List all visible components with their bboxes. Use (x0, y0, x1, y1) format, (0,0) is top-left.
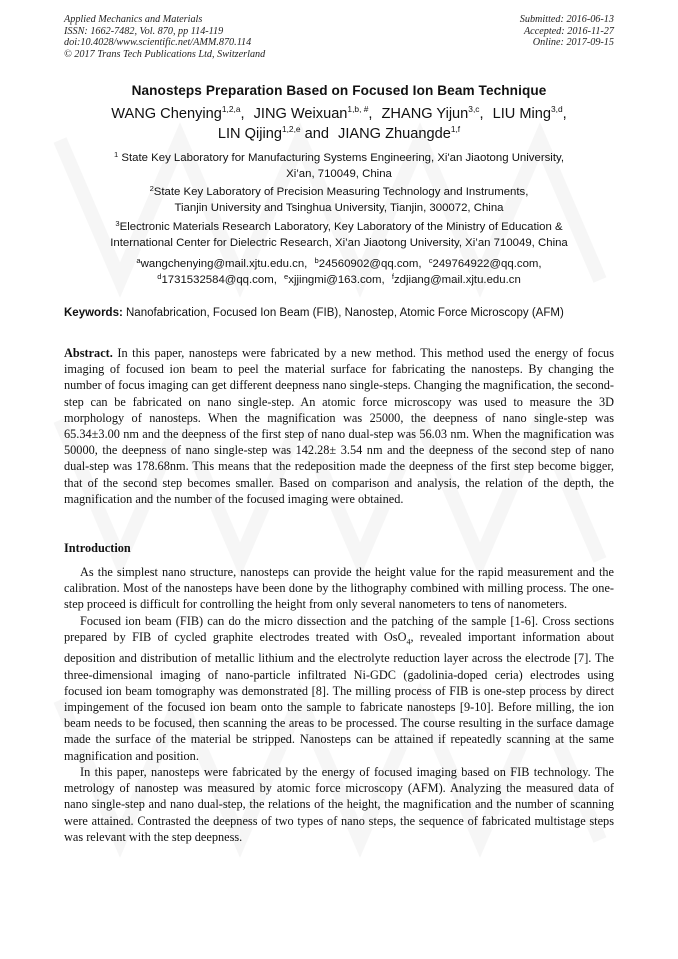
affiliation-3: $^3$Electronic Materials Research Laboratory, Key Laboratory of the Ministry of Education & International Center for Dielectric Research, Xi’an Jiaotong University, Xi’an 710049, China (110, 219, 568, 249)
email-list (60, 256, 618, 288)
paragraph: Focused ion beam (FIB) can do the micro dissection and the patching of the sample [1-6]. Cross sections prepared by FIB of cycled graphite electrodes treated with OsO$_4$, revealed important information about deposition and distribution of metallic lithium and the electrolyte reduction layer across the electrode [7]. The three-dimensional imaging of nano-particle infiltrated Ni-GDC (gadolinia-doped ceria) electrodes using focused ion beam tomography was demonstrated [8]. The milling process of FIB is one-step process by direct impingement of the focused ion beam onto the sample to fabricate nanosteps [9-10]. Before milling, the ion beam needs to be focused, then scanning the areas to be processed. The course resulting in the surface damage made the surface of the material be stripped. Nanosteps can be attained if repeatedly scanning at the same magnification and position. (64, 613, 614, 763)
paragraph: In this paper, nanosteps were fabricated by the energy of focused imaging based on FIB technology. The metrology of nanostep was measured by atomic force microscopy (AFM). Analyzing the measured data of nano single-step and nano dual-step, the relations of the height, the magnification and the number of scanning were attained. Contrasted the deepness of two types of nano steps, the sequence of fabricated multistage steps was relevant with the step deepness. (64, 764, 614, 844)
section-heading-introduction: Introduction (64, 541, 131, 555)
keywords (64, 306, 618, 321)
date-online: Online: 2017-09-15 (532, 37, 614, 49)
keywords-text: Nanofabrication, Focused Ion Beam (FIB), Nanostep, Atomic Force Microscopy (AFM) (122, 307, 564, 319)
author-list (60, 104, 618, 144)
author: WANG Chenying$^{1,2,a}$, (111, 104, 245, 122)
introduction-body (64, 564, 614, 845)
email-link[interactable]: $^c$249764922@qq.com, (428, 256, 542, 270)
abstract-text: In this paper, nanosteps were fabricated by a new method. This method used the energy of focus imaging of focused ion beam to peel the material surface for fabricating the nanosteps. By changing the number of focus imaging can get different deepness nano single-steps. Changing the magnification, the second-step can be fabricated on nano single-step. An atomic force microscopy was used to measure the 3D morphology of nanosteps. When the magnification was 25000, the deepness of nano single-step was 65.34±3.00 nm and the deepness of the first step of nano dual-step was 56.03 nm. When the magnification was 50000, the deepness of nano single-step was 142.28± 3.54 nm and the deepness of the second step of nano dual-step was 178.68nm. This means that the redeposition made the deepness of the first step become bigger, that of the second step becomes smaller. Based on comparison and analysis, the relation of the depth, the magnification and the number of the focused imaging were obtained. (64, 346, 614, 506)
publication-dates (520, 14, 614, 49)
journal-name: Applied Mechanics and Materials (64, 14, 203, 25)
email-link[interactable]: $^e$xjjingmi@163.com, (284, 272, 385, 286)
email-link[interactable]: $^f$zdjiang@mail.xjtu.edu.cn (391, 272, 521, 286)
journal-issn: ISSN: 1662-7482, Vol. 870, pp 114-119 (64, 25, 224, 37)
affiliation-2: $^2$State Key Laboratory of Precision Measuring Technology and Instruments, Tianjin University and Tsinghua University, Tianjin, 300072, China (149, 184, 529, 214)
author: JIANG Zhuangde$^{1,f}$ (338, 124, 461, 142)
email-link[interactable]: $^a$wangchenying@mail.xjtu.edu.cn, (136, 256, 308, 270)
author: JING Weixuan$^{1,b, \#}$, (253, 104, 373, 122)
journal-doi[interactable]: doi:10.4028/www.scientific.net/AMM.870.114 (64, 37, 252, 49)
paper-title: Nanosteps Preparation Based on Focused Ion Beam Technique (131, 83, 547, 98)
date-accepted: Accepted: 2016-11-27 (523, 25, 614, 37)
journal-copyright: © 2017 Trans Tech Publications Ltd, Switzerland (64, 48, 266, 60)
abstract (64, 345, 614, 507)
email-link[interactable]: $^b$24560902@qq.com, (314, 256, 422, 270)
author: LIU Ming$^{3,d}$, (492, 104, 567, 122)
affiliation-1: $^1$ State Key Laboratory for Manufacturing Systems Engineering, Xi'an Jiaotong University, Xi’an, 710049, China (113, 150, 565, 180)
email-link[interactable]: $^d$1731532584@qq.com, (157, 272, 277, 286)
keywords-label: Keywords: (64, 307, 123, 319)
journal-info (64, 14, 265, 60)
author: LIN Qijing$^{1,2,e}$ and (217, 124, 329, 142)
paragraph: As the simplest nano structure, nanosteps can provide the height value for the rapid measurement and the calibration. Most of the nanosteps have been done by the lithography combined with milling process. The one-step proceed is difficult for controlling the height from only several nanometers to tens of nanometers. (64, 565, 614, 612)
date-submitted: Submitted: 2016-06-13 (519, 14, 614, 25)
author: ZHANG Yijun$^{3,c}$, (381, 104, 484, 122)
abstract-label: Abstract. (64, 346, 113, 360)
